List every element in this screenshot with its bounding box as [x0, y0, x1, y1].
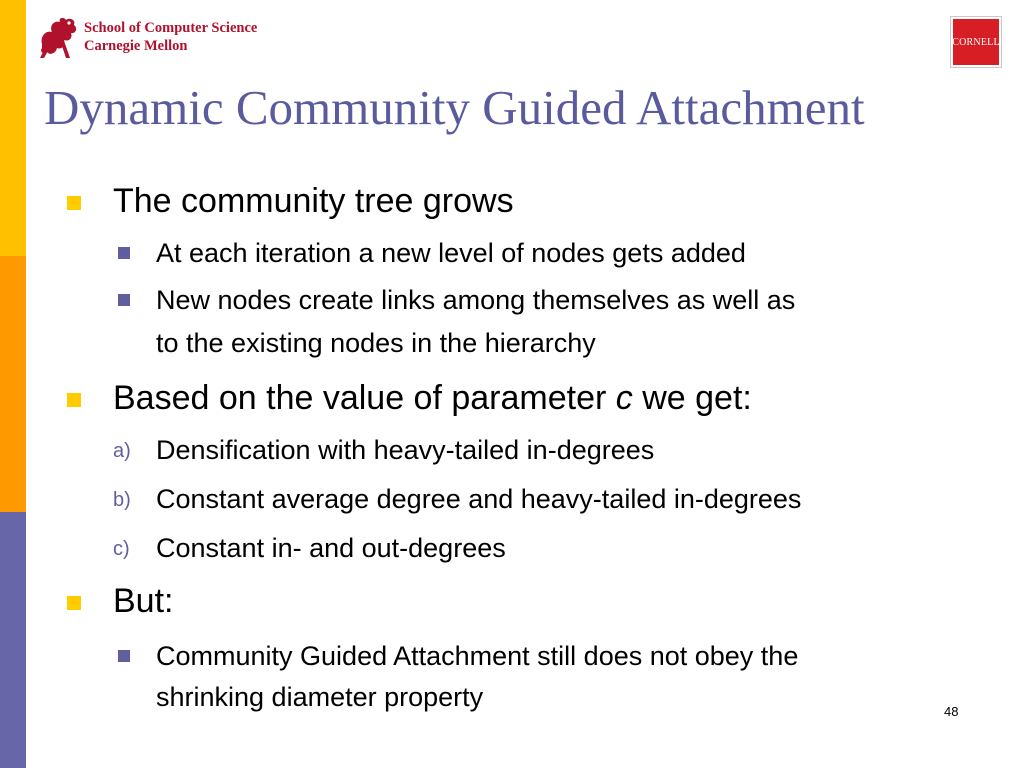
bullet-2-sub-c: Constant in- and out-degrees	[156, 533, 506, 563]
sidebar-segment-top	[0, 0, 26, 256]
level2-bullet	[118, 247, 130, 259]
page-number: 48	[944, 704, 959, 719]
level2-bullet	[118, 294, 130, 306]
bullet-1-text: The community tree grows	[113, 182, 514, 220]
parameter-c: c	[615, 379, 633, 417]
bullet-1-sub-2-line2: to the existing nodes in the hierarchy	[156, 328, 596, 358]
bullet-1-sub-1: At each iteration a new level of nodes gets added	[156, 238, 746, 268]
list-marker-c: c)	[113, 538, 130, 560]
list-marker-a: a)	[113, 440, 131, 462]
bullet-3-sub-1-line1: Community Guided Attachment still does not obey the	[156, 641, 799, 671]
bullet-2-sub-b: Constant average degree and heavy-tailed in-degrees	[156, 484, 802, 514]
bullet-3-sub-1-line2: shrinking diameter property	[156, 682, 484, 712]
bullet-2-sub-a: Densification with heavy-tailed in-degrees	[156, 435, 655, 465]
level1-bullet	[67, 596, 81, 610]
level1-bullet	[67, 393, 81, 407]
sidebar-segment-bottom	[0, 512, 26, 768]
bullet-3-text: But:	[113, 582, 174, 620]
slide-title: Dynamic Community Guided Attachment	[44, 80, 865, 135]
sidebar-segment-middle	[0, 256, 26, 512]
university-name: Carnegie Mellon	[84, 38, 188, 54]
dragon-icon	[36, 14, 80, 60]
bullet-2-text-end: we get:	[632, 379, 752, 417]
school-name: School of Computer Science	[84, 20, 258, 36]
bullet-2-text	[113, 378, 752, 418]
cmu-logo	[36, 14, 257, 60]
bullet-2-text-start: Based on the value of parameter	[113, 379, 616, 417]
cornell-logo	[951, 17, 1001, 67]
list-marker-b: b)	[113, 489, 131, 511]
level2-bullet	[118, 650, 130, 662]
cornell-wordmark: CORNELL	[952, 36, 1000, 48]
bullet-1-sub-2-line1: New nodes create links among themselves as well as	[156, 285, 796, 315]
level1-bullet	[67, 196, 81, 210]
